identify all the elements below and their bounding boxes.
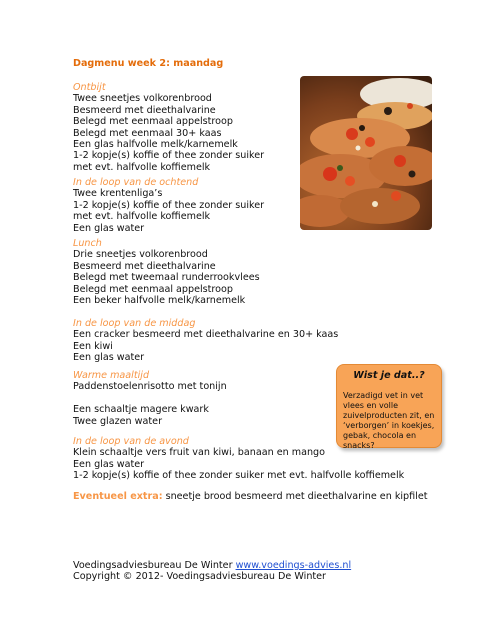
menu-item: 1-2 kopje(s) koffie of thee zonder suiker: [73, 199, 265, 211]
menu-item: Belegd met eenmaal appelstroop: [73, 283, 233, 295]
menu-item: Een beker halfvolle melk/karnemelk: [73, 295, 246, 307]
menu-item: Twee sneetjes volkorenbrood: [73, 93, 212, 105]
menu-item: Twee glazen water: [73, 415, 163, 427]
page-footer: [73, 560, 351, 583]
menu-item: Paddenstoelenrisotto met tonijn: [73, 381, 227, 393]
menu-item: 1-2 kopje(s) koffie of thee zonder suiker met evt. halfvolle koffiemelk: [73, 470, 405, 482]
food-photo-bruschetta-icon: [300, 76, 432, 230]
section-warme-maaltijd: [73, 370, 227, 427]
info-callout: [336, 364, 442, 448]
section-lunch: [73, 238, 260, 306]
section-ochtend: [73, 177, 264, 234]
callout-body: Verzadigd vet in vet vlees en volle zuivelproducten zit, en ‘verborgen’ in koekjes, gebak, chocola en snacks?: [343, 391, 435, 450]
footer-website-link[interactable]: www.voedings-advies.nl: [235, 560, 352, 571]
menu-item: Belegd met eenmaal appelstroop: [73, 116, 233, 128]
section-ontbijt: [73, 82, 264, 173]
extra-label: Eventueel extra:: [73, 491, 163, 502]
menu-item: Twee krentenliga’s: [73, 188, 163, 200]
footer-copyright: Copyright © 2012- Voedingsadviesbureau De Winter: [73, 571, 327, 583]
menu-item: 1-2 kopje(s) koffie of thee zonder suiker: [73, 150, 265, 162]
extra-text: sneetje brood besmeerd met dieethalvarine en kipfilet: [162, 491, 428, 502]
footer-line-1: [73, 560, 351, 571]
menu-item: Belegd met tweemaal runderrookvlees: [73, 272, 260, 284]
section-heading: Lunch: [73, 238, 102, 249]
menu-item: Klein schaaltje vers fruit van kiwi, banaan en mango: [73, 447, 326, 459]
menu-item: Een schaaltje magere kwark: [73, 404, 209, 416]
menu-item: Een glas water: [73, 458, 145, 470]
section-heading: In de loop van de ochtend: [73, 177, 199, 188]
section-middag: [73, 318, 338, 364]
menu-item: met evt. halfvolle koffiemelk: [73, 161, 211, 173]
section-heading: In de loop van de middag: [73, 318, 196, 329]
section-heading: In de loop van de avond: [73, 436, 189, 447]
menu-item: Belegd met eenmaal 30+ kaas: [73, 127, 222, 139]
spacer-line: [73, 393, 227, 404]
menu-item: Een kiwi: [73, 340, 113, 352]
menu-item: Een glas water: [73, 222, 145, 234]
menu-item: Een glas water: [73, 352, 145, 364]
food-photo: [300, 76, 432, 230]
menu-item: met evt. halfvolle koffiemelk: [73, 211, 211, 223]
menu-item: Een cracker besmeerd met dieethalvarine en 30+ kaas: [73, 329, 339, 341]
menu-item: Een glas halfvolle melk/karnemelk: [73, 139, 238, 151]
section-heading: Ontbijt: [73, 82, 106, 93]
menu-item: Besmeerd met dieethalvarine: [73, 260, 216, 272]
menu-item: Drie sneetjes volkorenbrood: [73, 249, 208, 261]
menu-item: Besmeerd met dieethalvarine: [73, 104, 216, 116]
extra-line: [73, 491, 428, 502]
section-heading: Warme maaltijd: [73, 370, 150, 381]
callout-title: Wist je dat..?: [353, 370, 425, 381]
page-title: Dagmenu week 2: maandag: [73, 58, 224, 69]
footer-company: Voedingsadviesbureau De Winter: [73, 560, 236, 571]
